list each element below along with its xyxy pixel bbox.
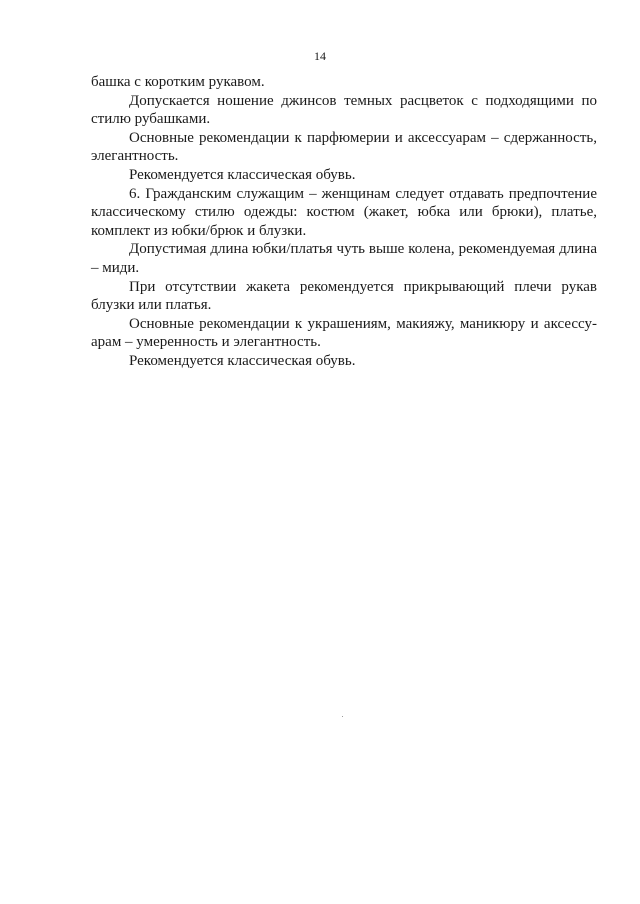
body-text [91, 73, 597, 371]
page-number: 14 [314, 49, 326, 63]
paragraph-shoes-women: Рекомендуется классическая обувь. [129, 352, 356, 369]
paragraph-jewelry-makeup: Основные рекомендации к украшениям, макияжу, маникюру и аксессу-арам – умеренность и элегантность. [91, 315, 597, 351]
paragraph-continued: башка с коротким рукавом. [91, 74, 265, 90]
paragraph-perfume-accessories: Основные рекомендации к парфюмерии и аксессуарам – сдержанность, элегантность. [91, 129, 597, 165]
paragraph-skirt-length: Допустимая длина юбки/платья чуть выше колена, рекомендуемая длина – миди. [91, 241, 597, 276]
scan-speck [342, 716, 343, 717]
paragraph-jeans: Допускается ношение джинсов темных расцветок с подходящими по стилю рубашками. [91, 92, 597, 128]
paragraph-women-style: 6. Гражданским служащим – женщинам следует отдавать предпочтение классическому стилю одежды: костюм (жакет, юбка или брюки), платье, комплект из юбки/брюк и блузки. [91, 185, 597, 239]
paragraph-shoes-men: Рекомендуется классическая обувь. [129, 166, 356, 183]
paragraph-sleeves: При отсутствии жакета рекомендуется прикрывающий плечи рукав блузки или платья. [91, 278, 597, 314]
